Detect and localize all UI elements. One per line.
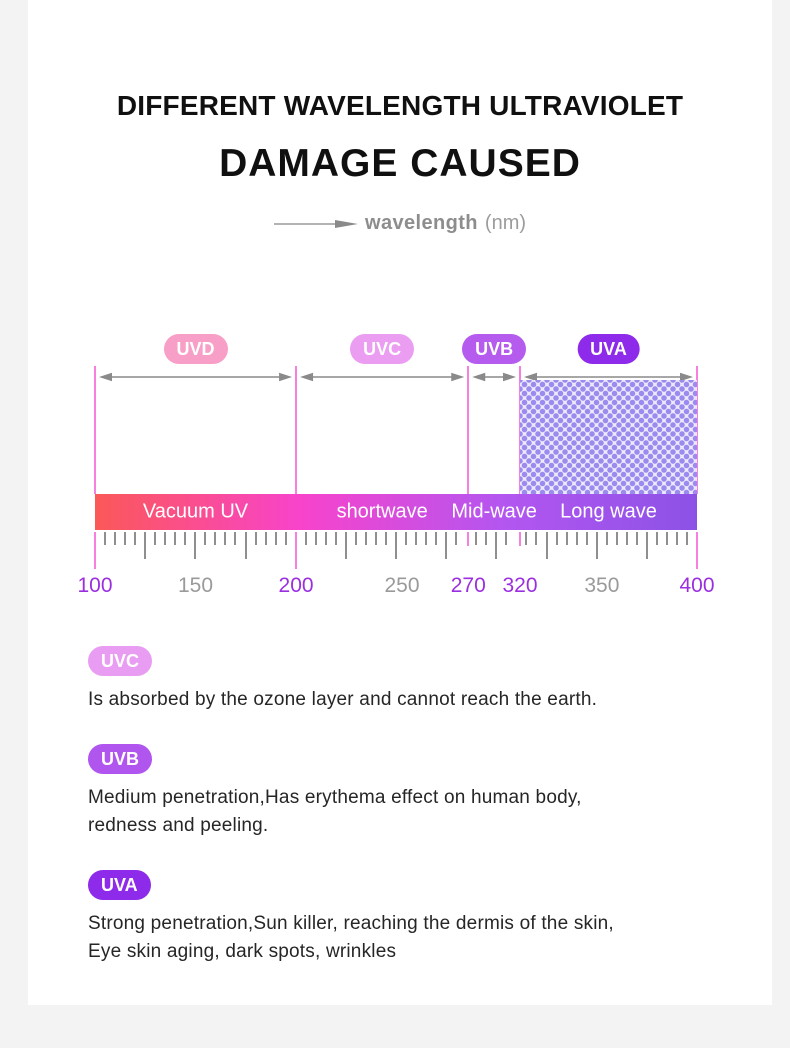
ruler-tick — [345, 532, 347, 559]
axis-number-400: 400 — [679, 574, 715, 597]
ruler-tick — [214, 532, 216, 545]
page-title-line2: DAMAGE CAUSED — [219, 142, 581, 185]
section-description — [88, 784, 772, 840]
ruler-tick — [505, 532, 507, 545]
ruler-tick — [556, 532, 558, 545]
uv-spectrum-diagram — [77, 334, 715, 600]
boundary-line-100 — [94, 366, 96, 494]
axis-number-250: 250 — [384, 574, 420, 597]
boundary-tick-320 — [519, 532, 521, 546]
band-badges-row — [95, 334, 697, 364]
section-badge-uvc: UVC — [88, 646, 152, 676]
ruler-tick — [184, 532, 186, 545]
ruler-tick — [104, 532, 106, 545]
ruler-tick — [134, 532, 136, 545]
ruler-tick — [495, 532, 497, 559]
axis-number-320: 320 — [502, 574, 538, 597]
boundary-tick-200 — [295, 532, 297, 569]
range-arrow-uvb — [472, 373, 516, 382]
band-badge-uvb: UVB — [462, 334, 526, 364]
ruler-tick — [375, 532, 377, 545]
ruler-tick — [435, 532, 437, 545]
ruler-tick — [154, 532, 156, 545]
section-badge-uvb: UVB — [88, 744, 152, 774]
ruler-tick — [315, 532, 317, 545]
section-description — [88, 910, 772, 966]
ruler-tick — [656, 532, 658, 545]
bar-label-uvd: Vacuum UV — [142, 500, 249, 523]
ruler-tick — [485, 532, 487, 545]
band-badge-uvc: UVC — [350, 334, 414, 364]
info-section-uva — [88, 870, 772, 966]
ruler-tick — [305, 532, 307, 545]
bar-label-uva: Long wave — [560, 500, 657, 523]
bar-label-uvc: shortwave — [336, 500, 428, 523]
boundary-tick-400 — [696, 532, 698, 569]
ruler-tick — [234, 532, 236, 545]
page-title-line1: DIFFERENT WAVELENGTH ULTRAVIOLET — [116, 90, 684, 121]
ruler-tick — [606, 532, 608, 545]
ruler-tick — [425, 532, 427, 545]
wavelength-axis-caption — [28, 212, 772, 235]
axis-numbers — [77, 574, 715, 600]
right-arrow-icon — [274, 217, 358, 231]
bar-label-uvb: Mid-wave — [451, 500, 537, 523]
ruler-tick — [626, 532, 628, 545]
ruler-tick — [415, 532, 417, 545]
ruler-tick — [546, 532, 548, 559]
ruler-tick — [525, 532, 527, 545]
ruler-tick — [475, 532, 477, 545]
infographic-card — [28, 0, 772, 1005]
ruler-ticks — [95, 530, 697, 570]
ruler-tick — [265, 532, 267, 545]
axis-number-200: 200 — [278, 574, 314, 597]
ruler-tick — [255, 532, 257, 545]
boundary-tick-100 — [94, 532, 96, 569]
description-line: Is absorbed by the ozone layer and cannot reach the earth. — [88, 689, 598, 710]
ruler-tick — [275, 532, 277, 545]
band-descriptions — [88, 646, 772, 966]
ruler-tick — [576, 532, 578, 545]
ruler-tick — [686, 532, 688, 545]
band-badge-uva: UVA — [577, 334, 640, 364]
ruler-tick — [365, 532, 367, 545]
ruler-tick — [586, 532, 588, 545]
ruler-tick — [385, 532, 387, 545]
wavelength-unit: (nm) — [484, 212, 527, 234]
ruler-tick — [596, 532, 598, 559]
ruler-tick — [636, 532, 638, 545]
ruler-tick — [174, 532, 176, 545]
spectrum-gradient-bar — [95, 494, 697, 530]
ruler-tick — [285, 532, 287, 545]
description-line: Medium penetration,Has erythema effect on human body, — [88, 787, 582, 808]
ruler-tick — [535, 532, 537, 545]
ruler-tick — [646, 532, 648, 559]
ruler-tick — [455, 532, 457, 545]
axis-number-350: 350 — [584, 574, 620, 597]
section-description — [88, 686, 772, 714]
ruler-tick — [666, 532, 668, 545]
axis-number-150: 150 — [178, 574, 214, 597]
axis-number-270: 270 — [450, 574, 486, 597]
boundary-tick-270 — [467, 532, 469, 546]
boundary-line-200 — [295, 366, 297, 494]
ruler-tick — [325, 532, 327, 545]
ruler-tick — [224, 532, 226, 545]
ruler-tick — [335, 532, 337, 545]
ruler-tick — [144, 532, 146, 559]
ruler-tick — [164, 532, 166, 545]
ruler-tick — [566, 532, 568, 545]
description-line: Eye skin aging, dark spots, wrinkles — [88, 941, 397, 962]
description-line: Strong penetration,Sun killer, reaching the dermis of the skin, — [88, 913, 614, 934]
ruler-tick — [204, 532, 206, 545]
ruler-tick — [194, 532, 196, 559]
ruler-tick — [676, 532, 678, 545]
axis-number-100: 100 — [77, 574, 113, 597]
uva-dot-pattern — [520, 380, 697, 494]
info-section-uvc — [88, 646, 772, 714]
boundary-line-270 — [467, 366, 469, 494]
section-badge-uva: UVA — [88, 870, 151, 900]
ruler-tick — [405, 532, 407, 545]
wavelength-label: wavelength — [364, 212, 478, 234]
description-line: redness and peeling. — [88, 815, 269, 836]
ruler-tick — [124, 532, 126, 545]
ruler-tick — [355, 532, 357, 545]
info-section-uvb — [88, 744, 772, 840]
range-arrow-uvc — [300, 373, 464, 382]
ruler-tick — [445, 532, 447, 559]
ruler-tick — [616, 532, 618, 545]
band-badge-uvd: UVD — [164, 334, 228, 364]
range-arrow-uvd — [99, 373, 292, 382]
ruler-tick — [395, 532, 397, 559]
ruler-tick — [114, 532, 116, 545]
ruler-tick — [245, 532, 247, 559]
